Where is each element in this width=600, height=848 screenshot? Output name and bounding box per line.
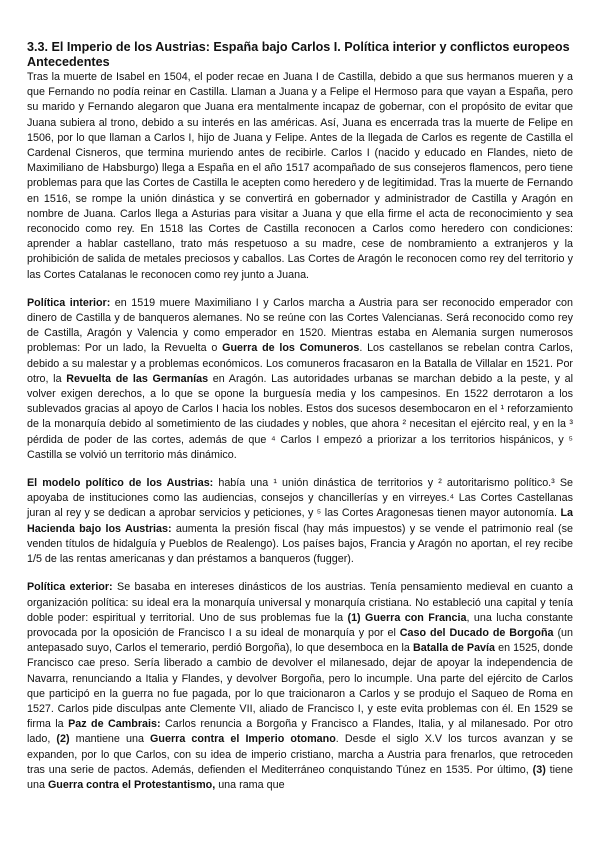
bold-run: Guerra de los Comuneros xyxy=(222,342,360,355)
bold-run: (2) xyxy=(56,733,70,746)
text-run: había una ¹ unión dinástica de territorios y ² autoritarismo político.³ Se apoyaba de instituciones como las audiencias, consejos y chancillerías y en virreyes.⁴ Las Cortes Castellanas juran al rey y se dedican a aprobar servicios y peticiones, y ⁵ las Cortes Aragonesas tienen mayor autonomía. xyxy=(27,477,573,520)
document-title xyxy=(27,40,573,70)
text-run: en 1525, donde Francisco cae preso. Sería liberado a cambio de devolver el milanesado, dejar de apoyar la independencia de Navarra, renunciando a Italia y Flandes, y devolver Borgoña, pero lo incumple. Una parte del ejército de Carlos que participó en la guerra no fue pagada, por lo que traicionaron a Carlos y se produjo el Saqueo de Roma en 1527. Carlos pide disculpas ante Clemente VII, aliado de Francisco I, y este evita problemas con él. En 1529 se firma la xyxy=(27,642,574,731)
text-run: . Los castellanos se rebelan contra Carlos, debido a su malestar y a problemas económicos. Los comuneros fracasaron en la Batalla de Villalar en 1521. Por otro, la xyxy=(27,342,573,385)
bold-run: La Hacienda bajo los Austrias: xyxy=(27,507,573,535)
subtitle-text: Antecedentes xyxy=(27,55,110,69)
text-run: en 1519 muere Maximiliano I y Carlos marcha a Austria para ser reconocido emperador con dinero de Castilla y de banqueros alemanes. No se reúne con las Cortes Valencianas. Será reconocido como rey de Castilla, Aragón y Valencia y como emperador en 1520. Mientras estaba en Alemania surgen numerosos problemas: Por un lado, la Revuelta o xyxy=(27,296,573,355)
title-text: 3.3. El Imperio de los Austrias: España bajo Carlos I. Política interior y conflictos europeos xyxy=(27,40,570,54)
bold-run: Revuelta de las Germanías xyxy=(66,372,209,385)
text-run: Se basaba en intereses dinásticos de los austrias. Tenía pensamiento medieval en cuanto a organización política: su ideal era la monarquía universal y monarquía cristiana. No estableció una capital y tenía doble poder: espiritual y territorial. Uno de sus problemas fue la xyxy=(27,581,573,624)
text-run: en Aragón. Las autoridades urbanas se marchan debido a la peste, y al volver exigen derechos, a lo que se opone la burguesía media y los campesinos. En 1522 derrotaron a los sublevados gracias al apoyo de Carlos I hacia los nobles. Estos dos sucesos desembocaron en el ¹ reforzamiento de la monarquía debido al sometimiento de las ciudades y nobles, que ahora ² necesitan el ejército real, y en la ³ pérdida de poder de las cortes, además de que ⁴ Carlos I empezó a priorizar a los territorios hispánicos, y ⁵ Castilla se volvió un territorio más dinámico. xyxy=(27,372,573,461)
bold-run: Política exterior: xyxy=(27,581,113,594)
bold-run: El modelo político de los Austrias: xyxy=(27,477,214,490)
bold-run: Política interior: xyxy=(27,296,111,309)
text-run: Tras la muerte de Isabel en 1504, el poder recae en Juana I de Castilla, debido a que sus hermanos mueren y a que Fernando no podía reinar en Castilla. Llaman a Juana y a Felipe el Hermoso para que vayan a España, pero su marido y Fernando alegaron que Juana era mentalmente incapaz de gobernar, con el propósito de evitar que Juana subiera al trono, debido a su interés en las américas. Así, Juana es encerrada tras la muerte de Felipe en 1506, por lo que llaman a Carlos I, hijo de Juana y Felipe. Antes de la llegada de Carlos es regente de Castilla el Cardenal Cisneros, que termina muriendo antes de recibirle. Carlos I (nacido y educado en Flandes, nieto de Maximiliano de Habsburgo) llega a España en el año 1517 acompañado de sus consejeros flamencos, pero tiene problemas para que las Cortes de Castilla le acepten como heredero y de legitimidad. Tras la muerte de Fernando en 1516, se rompe la unión dinástica y se convertirá en gobernador y administrador de Castilla y Aragón en nombre de Juana. Carlos llega a Asturias para visitar a Juana y que ella firme el acta de reconocimiento y sea reconocido como rey. En 1518 las Cortes de Castilla reconocen a Carlos como heredero con condiciones: aprender a hablar castellano, trato más respetuoso a su madre, cese de nombramiento a extranjeros y la prohibición de salida de metales preciosos y caballos. Las Cortes de Aragón le reconocen como rey del territorio y las Cortes Catalanas le reconocen como rey junto a Juana. xyxy=(27,71,573,281)
bold-run: Batalla de Pavía xyxy=(412,642,496,655)
paragraph-politica-exterior xyxy=(27,580,573,793)
paragraph-modelo-politico xyxy=(27,476,573,567)
bold-run: Caso del Ducado de Borgoña xyxy=(399,626,554,639)
bold-run: (1) Guerra con Francia xyxy=(347,611,467,624)
bold-run: (3) xyxy=(532,763,546,776)
bold-run: Guerra contra el Imperio otomano xyxy=(150,733,336,746)
document-page xyxy=(27,40,573,806)
bold-run: Guerra contra el Protestantismo, xyxy=(47,778,216,791)
text-run: tiene una xyxy=(27,763,573,791)
text-run: , una lucha constante provocada por la oposición de Francisco I a su ideal de monarquía y por el xyxy=(27,611,573,639)
text-run: . Desde el siglo X.V los turcos avanzan y se expanden, por lo que Carlos, con su idea de imperio cristiano, marcha a Austria para frenarlos, que retroceden tras una serie de pactos. Además, defienden el Mediterráneo conquistando Túnez en 1535. Por último, xyxy=(27,733,573,776)
bold-run: Paz de Cambrais: xyxy=(68,718,161,731)
paragraph-politica-interior xyxy=(27,296,573,463)
paragraph-antecedentes xyxy=(27,70,573,283)
text-run: (un antepasado suyo, Carlos el temerario, perdió Borgoña), lo que desemboca en la xyxy=(27,626,573,655)
text-run: Carlos renuncia a Borgoña y Francisco a Flandes, Italia, y al milanesado. Por otro lado, xyxy=(27,718,573,746)
text-run: una rama que xyxy=(215,778,285,791)
text-run: aumenta la presión fiscal (hay más impuestos) y se vende el patrimonio real (se venden títulos de hidalguía y Pueblos de Realengo). Los países bajos, Francia y Aragón no aportan, el rey recibe 1/5 de las rentas americanas y dan préstamos a banqueros (fugger). xyxy=(27,522,573,566)
text-run: mantiene una xyxy=(69,733,151,746)
